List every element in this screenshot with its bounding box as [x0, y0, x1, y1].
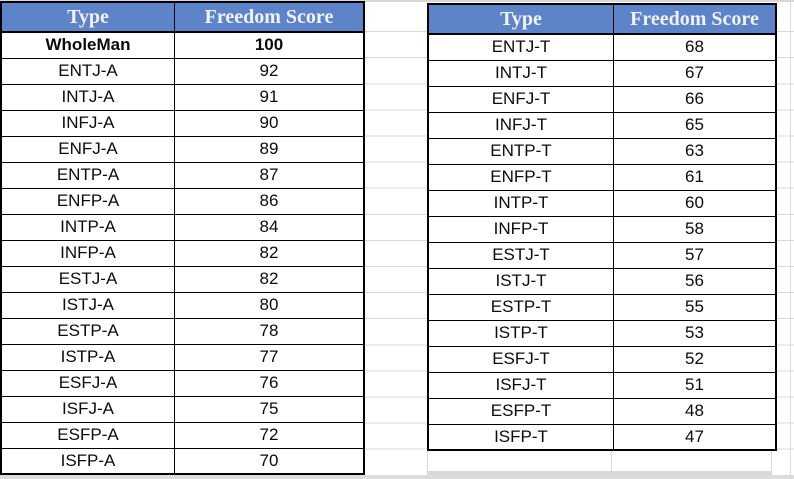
freedom-score-cell: 52 — [614, 346, 777, 372]
table-row — [428, 242, 776, 268]
freedom-score-cell: 47 — [614, 424, 777, 450]
table-row — [428, 424, 776, 450]
freedom-score-table-assertive — [0, 1, 365, 475]
freedom-score-cell: 72 — [175, 422, 365, 448]
type-cell: ENTP-A — [1, 162, 175, 188]
gridline-vertical — [771, 450, 772, 475]
type-cell: ESFJ-T — [428, 346, 614, 372]
table-row — [1, 448, 364, 474]
table-row — [428, 190, 776, 216]
type-cell: ISTJ-A — [1, 292, 175, 318]
table-row — [1, 240, 364, 266]
freedom-score-cell: 90 — [175, 110, 365, 136]
table-row — [428, 164, 776, 190]
freedom-score-cell: 67 — [614, 60, 777, 86]
type-cell: ESTP-A — [1, 318, 175, 344]
table-row — [428, 216, 776, 242]
freedom-score-cell: 76 — [175, 370, 365, 396]
freedom-score-cell: 60 — [614, 190, 777, 216]
table-row — [1, 214, 364, 240]
table-row — [1, 292, 364, 318]
table-row — [1, 162, 364, 188]
table-row — [1, 370, 364, 396]
type-cell: INFJ-T — [428, 112, 614, 138]
freedom-score-cell: 91 — [175, 84, 365, 110]
table-row — [1, 266, 364, 292]
type-cell: WholeMan — [1, 32, 175, 58]
type-cell: ENTJ-A — [1, 58, 175, 84]
table-row — [428, 398, 776, 424]
freedom-score-cell: 65 — [614, 112, 777, 138]
freedom-score-cell: 57 — [614, 242, 777, 268]
freedom-score-cell: 77 — [175, 344, 365, 370]
freedom-score-cell: 80 — [175, 292, 365, 318]
freedom-score-cell: 92 — [175, 58, 365, 84]
table-row — [428, 60, 776, 86]
gridline-vertical — [611, 450, 612, 475]
table-row — [428, 34, 776, 60]
type-cell: ENTJ-T — [428, 34, 614, 60]
table-row — [1, 318, 364, 344]
header-row — [1, 2, 364, 32]
table-row — [1, 344, 364, 370]
type-cell: ESFJ-A — [1, 370, 175, 396]
type-cell: ENFJ-A — [1, 136, 175, 162]
type-cell: ISFP-A — [1, 448, 175, 474]
type-cell: ENFP-T — [428, 164, 614, 190]
sheet-bottom-edge — [0, 475, 794, 479]
table-row — [1, 136, 364, 162]
table-row — [1, 58, 364, 84]
table-row — [428, 320, 776, 346]
type-cell: ENTP-T — [428, 138, 614, 164]
freedom-score-cell: 78 — [175, 318, 365, 344]
freedom-score-column-header: Freedom Score — [614, 4, 777, 34]
gridline-vertical — [790, 2, 791, 479]
freedom-score-cell: 87 — [175, 162, 365, 188]
table-row — [428, 112, 776, 138]
type-cell: INTP-T — [428, 190, 614, 216]
table-row — [1, 188, 364, 214]
type-cell: ISFJ-T — [428, 372, 614, 398]
gridlines-gap-column — [361, 6, 427, 474]
type-cell: ESTP-T — [428, 294, 614, 320]
type-cell: INFJ-A — [1, 110, 175, 136]
type-column-header: Type — [428, 4, 614, 34]
type-cell: ENFP-A — [1, 188, 175, 214]
freedom-score-cell: 75 — [175, 396, 365, 422]
table-body-turbulent — [428, 34, 776, 450]
table-row — [428, 138, 776, 164]
table-row — [428, 268, 776, 294]
table-body-assertive — [1, 32, 364, 474]
type-cell: INTJ-T — [428, 60, 614, 86]
table-row — [1, 84, 364, 110]
type-cell: ISFP-T — [428, 424, 614, 450]
freedom-score-cell: 82 — [175, 266, 365, 292]
freedom-score-cell: 68 — [614, 34, 777, 60]
table-row — [428, 372, 776, 398]
table-row — [428, 346, 776, 372]
type-cell: INTP-A — [1, 214, 175, 240]
freedom-score-cell: 70 — [175, 448, 365, 474]
freedom-score-column-header: Freedom Score — [175, 2, 365, 32]
table-row — [1, 32, 364, 58]
type-cell: INTJ-A — [1, 84, 175, 110]
gridlines-below-right-table — [427, 450, 772, 475]
freedom-score-cell: 89 — [175, 136, 365, 162]
freedom-score-cell: 56 — [614, 268, 777, 294]
header-row — [428, 4, 776, 34]
type-cell: ESTJ-T — [428, 242, 614, 268]
table-row — [1, 422, 364, 448]
table-row — [1, 396, 364, 422]
freedom-score-cell: 51 — [614, 372, 777, 398]
type-cell: ESFP-T — [428, 398, 614, 424]
type-cell: INFP-T — [428, 216, 614, 242]
freedom-score-cell: 53 — [614, 320, 777, 346]
type-cell: ENFJ-T — [428, 86, 614, 112]
freedom-score-cell: 84 — [175, 214, 365, 240]
freedom-score-cell: 66 — [614, 86, 777, 112]
type-cell: ISTP-A — [1, 344, 175, 370]
freedom-score-table-turbulent — [427, 3, 777, 451]
table-row — [1, 110, 364, 136]
freedom-score-cell: 61 — [614, 164, 777, 190]
type-cell: ISFJ-A — [1, 396, 175, 422]
type-cell: ISTJ-T — [428, 268, 614, 294]
freedom-score-cell: 63 — [614, 138, 777, 164]
type-column-header: Type — [1, 2, 175, 32]
freedom-score-cell: 48 — [614, 398, 777, 424]
freedom-score-cell: 86 — [175, 188, 365, 214]
type-cell: ESFP-A — [1, 422, 175, 448]
table-row — [428, 86, 776, 112]
freedom-score-cell: 58 — [614, 216, 777, 242]
table-row — [428, 294, 776, 320]
freedom-score-cell: 100 — [175, 32, 365, 58]
freedom-score-cell: 55 — [614, 294, 777, 320]
freedom-score-cell: 82 — [175, 240, 365, 266]
type-cell: INFP-A — [1, 240, 175, 266]
type-cell: ESTJ-A — [1, 266, 175, 292]
gridline-vertical — [427, 450, 428, 475]
type-cell: ISTP-T — [428, 320, 614, 346]
